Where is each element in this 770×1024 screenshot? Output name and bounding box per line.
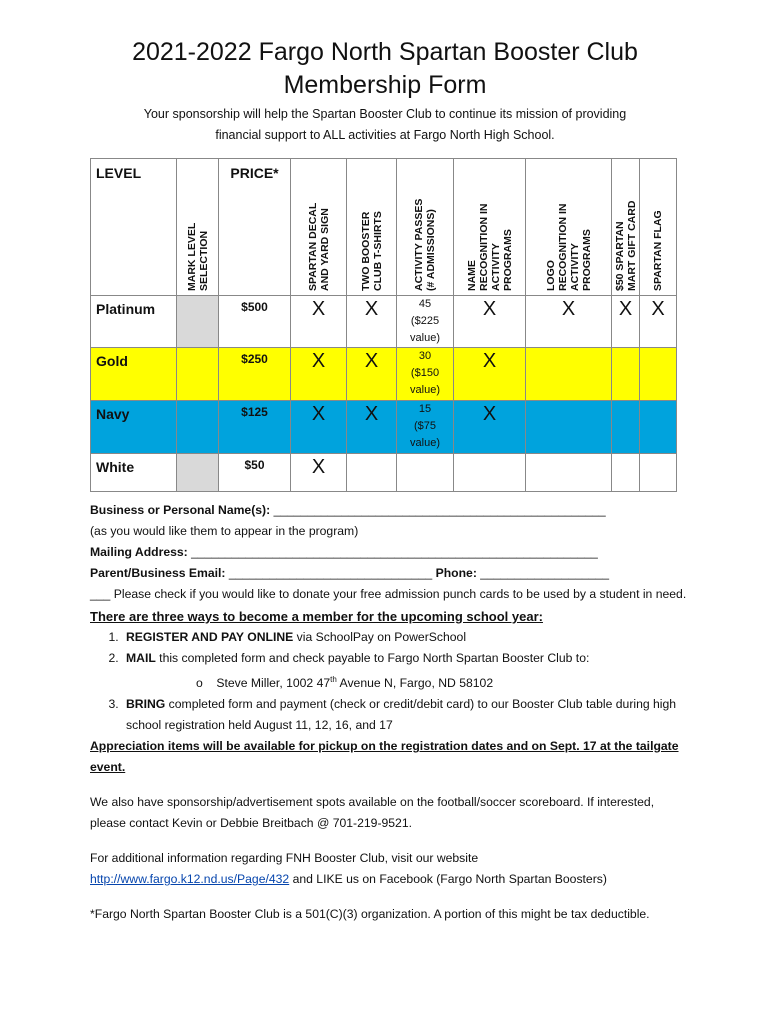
decal-cell: X — [291, 296, 347, 348]
header-price: PRICE* — [219, 159, 291, 296]
header-logo-recognition: LOGO RECOGNITION IN ACTIVITY PROGRAMS — [526, 159, 612, 296]
header-flag: SPARTAN FLAG — [640, 159, 677, 296]
flag-cell — [640, 401, 677, 454]
mailing-address: o Steve Miller, 1002 47th Avenue N, Fargo, ND 58102 — [196, 675, 494, 691]
facebook-text: and LIKE us on Facebook (Fargo North Spartan Boosters) — [289, 872, 607, 887]
passes-cell: 45 ($225 value) — [397, 296, 454, 348]
passes-cell: 30 ($150 value) — [397, 348, 454, 401]
table-header-row — [91, 159, 677, 296]
table-row — [91, 296, 677, 348]
donate-checkbox[interactable]: ___ — [90, 587, 111, 601]
level-name: White — [91, 454, 177, 492]
logo-recognition-cell — [526, 348, 612, 401]
title-line-1: 2021-2022 Fargo North Spartan Booster Club — [132, 38, 638, 66]
ways-heading: There are three ways to become a member for the upcoming school year: — [90, 609, 543, 624]
gift-card-cell — [612, 348, 640, 401]
price-cell: $125 — [219, 401, 291, 454]
mark-selection-box[interactable] — [177, 348, 219, 401]
name-recognition-cell: X — [454, 401, 526, 454]
decal-cell: X — [291, 348, 347, 401]
shirts-cell: X — [347, 401, 397, 454]
phone-label: Phone: — [435, 566, 477, 580]
logo-recognition-cell: X — [526, 296, 612, 348]
header-decal: SPARTAN DECAL AND YARD SIGN — [291, 159, 347, 296]
level-name: Platinum — [91, 296, 177, 348]
list-item: 3. BRING completed form and payment (check or credit/debit card) to our Booster Club table during high school registration held August 11, 12, 16, and 17 — [122, 694, 690, 736]
membership-form-section — [90, 500, 690, 925]
header-name-recognition: NAME RECOGNITION IN ACTIVITY PROGRAMS — [454, 159, 526, 296]
intro-line-1: Your sponsorship will help the Spartan Booster Club to continue its mission of providing — [143, 107, 627, 121]
logo-recognition-cell — [526, 454, 612, 492]
shirts-cell: X — [347, 348, 397, 401]
form-title — [0, 36, 770, 102]
sponsorship-note: We also have sponsorship/advertisement spots available on the football/soccer scoreboard. If interested, please contact Kevin or Debbie Breitbach @ 701-219-9521. — [90, 795, 655, 831]
email-label: Parent/Business Email: — [90, 566, 226, 580]
mailing-label: Mailing Address: — [90, 545, 188, 559]
level-name: Navy — [91, 401, 177, 454]
gift-card-cell: X — [612, 296, 640, 348]
list-item: 2. MAIL this completed form and check payable to Fargo North Spartan Booster Club to: o Steve Miller, 1002 47th Avenue N, Fargo, ND 58102 — [122, 648, 690, 694]
header-shirts: TWO BOOSTER CLUB T-SHIRTS — [347, 159, 397, 296]
list-item: 1. REGISTER AND PAY ONLINE via SchoolPay on PowerSchool — [122, 627, 690, 648]
header-mark-selection: MARK LEVEL SELECTION — [177, 159, 219, 296]
price-cell: $250 — [219, 348, 291, 401]
flag-cell — [640, 454, 677, 492]
donate-text: Please check if you would like to donate your free admission punch cards to be used by a student in need. — [113, 587, 687, 601]
ways-list — [90, 627, 690, 736]
tax-note: *Fargo North Spartan Booster Club is a 501(C)(3) organization. A portion of this might be tax deductible. — [90, 907, 650, 922]
mark-selection-box[interactable] — [177, 401, 219, 454]
shirts-cell — [347, 454, 397, 492]
flag-cell: X — [640, 296, 677, 348]
gift-card-cell — [612, 401, 640, 454]
name-recognition-cell — [454, 454, 526, 492]
name-label: Business or Personal Name(s): — [90, 503, 271, 517]
passes-cell: 15 ($75 value) — [397, 401, 454, 454]
shirts-cell: X — [347, 296, 397, 348]
more-info-text: For additional information regarding FNH Booster Club, visit our website — [90, 851, 479, 866]
passes-cell — [397, 454, 454, 492]
title-line-2: Membership Form — [283, 71, 487, 99]
name-field[interactable]: _________________________________________________ — [273, 503, 606, 517]
appreciation-note: Appreciation items will be available for pickup on the registration dates and on Sept. 17 at the tailgate event. — [90, 739, 679, 775]
decal-cell: X — [291, 401, 347, 454]
header-level: LEVEL — [91, 159, 177, 296]
header-gift-card: $50 SPARTAN MART GIFT CARD — [612, 159, 640, 296]
membership-levels-table — [90, 158, 677, 492]
intro-text — [60, 104, 710, 146]
mailing-address-field[interactable]: ____________________________________________________________ — [191, 545, 598, 559]
mark-selection-box[interactable] — [177, 296, 219, 348]
logo-recognition-cell — [526, 401, 612, 454]
table-row — [91, 348, 677, 401]
header-passes: ACTIVITY PASSES (# ADMISSIONS) — [397, 159, 454, 296]
intro-line-2: financial support to ALL activities at Fargo North High School. — [215, 128, 555, 142]
level-name: Gold — [91, 348, 177, 401]
flag-cell — [640, 348, 677, 401]
name-recognition-cell: X — [454, 348, 526, 401]
website-link[interactable]: http://www.fargo.k12.nd.us/Page/432 — [90, 872, 290, 887]
table-row — [91, 401, 677, 454]
price-cell: $500 — [219, 296, 291, 348]
decal-cell: X — [291, 454, 347, 492]
phone-field[interactable]: ___________________ — [480, 566, 610, 580]
name-recognition-cell: X — [454, 296, 526, 348]
price-cell: $50 — [219, 454, 291, 492]
gift-card-cell — [612, 454, 640, 492]
email-field[interactable]: ______________________________ — [228, 566, 433, 580]
name-note: (as you would like them to appear in the program) — [90, 524, 359, 538]
mark-selection-box[interactable] — [177, 454, 219, 492]
table-row — [91, 454, 677, 492]
